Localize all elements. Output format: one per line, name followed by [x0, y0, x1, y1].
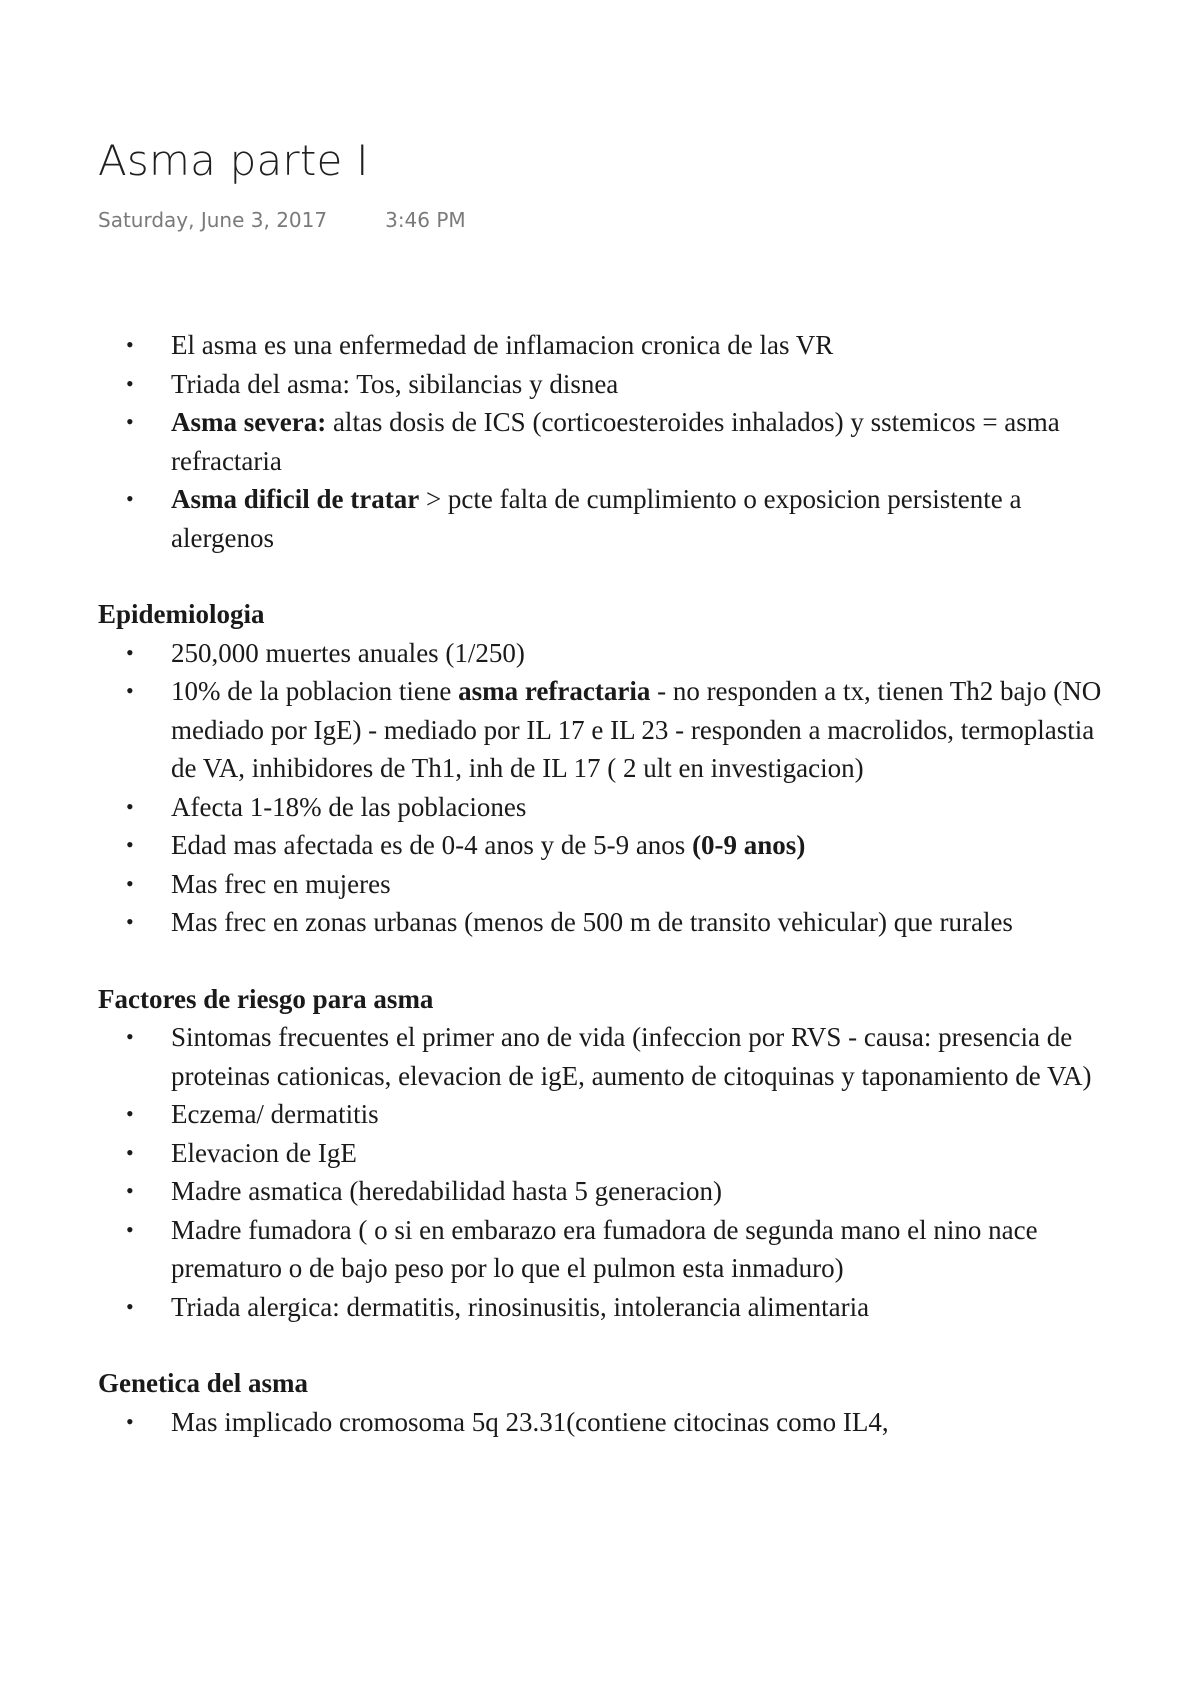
- bullet-icon: •: [126, 870, 134, 896]
- bullet-icon: •: [126, 409, 134, 434]
- list-item: • Sintomas frecuentes el primer ano de vida (infeccion por RVS - causa: presencia de proteinas cationicas, elevacion de igE, aumento de citoquinas y taponamiento de VA): [98, 1018, 1118, 1095]
- list-item: • Elevacion de IgE: [98, 1134, 1118, 1173]
- list-item: • Edad mas afectada es de 0-4 anos y de 5-9 anos (0-9 anos): [98, 826, 1118, 865]
- epidemiologia-list: [98, 634, 1118, 942]
- bullet-icon: •: [126, 1139, 134, 1165]
- bullet-icon: •: [126, 678, 134, 703]
- bullet-icon: •: [126, 332, 134, 357]
- intro-list: [98, 326, 1118, 557]
- list-item: • Asma dificil de tratar > pcte falta de cumplimiento o exposicion persistente a alergenos: [98, 480, 1118, 557]
- bullet-icon: •: [126, 1024, 134, 1049]
- list-item: • 10% de la poblacion tiene asma refractaria - no responden a tx, tienen Th2 bajo (NO mediado por IgE) - mediado por IL 17 e IL 23 - responden a macrolidos, termoplastia de VA, inhibidores de Th1, inh de IL 17 ( 2 ult en investigacion): [98, 672, 1118, 788]
- list-item: • Mas frec en zonas urbanas (menos de 500 m de transito vehicular) que rurales: [98, 903, 1118, 942]
- list-item: • Asma severa: altas dosis de ICS (corticoesteroides inhalados) y sstemicos = asma refractaria: [98, 403, 1118, 480]
- bullet-icon: •: [126, 1216, 134, 1242]
- bullet-icon: •: [126, 909, 134, 934]
- section-heading-epidemiologia: Epidemiologia: [98, 599, 265, 629]
- list-item: • El asma es una enfermedad de inflamacion cronica de las VR: [98, 326, 1118, 365]
- bullet-icon: •: [126, 1293, 134, 1319]
- list-item: • 250,000 muertes anuales (1/250): [98, 634, 1118, 673]
- bullet-icon: •: [126, 1408, 134, 1434]
- note-body: [98, 326, 1118, 1441]
- factores-list: [98, 1018, 1118, 1326]
- page-timestamp: [98, 208, 466, 232]
- bullet-icon: •: [126, 370, 134, 396]
- list-item: • Triada alergica: dermatitis, rinosinusitis, intolerancia alimentaria: [98, 1288, 1118, 1327]
- page-title: Asma parte I: [98, 136, 369, 185]
- bullet-icon: •: [126, 832, 134, 857]
- list-item: • Eczema/ dermatitis: [98, 1095, 1118, 1134]
- bullet-icon: •: [126, 1178, 134, 1203]
- section-heading-factores: Factores de riesgo para asma: [98, 983, 434, 1014]
- list-item: • Madre asmatica (heredabilidad hasta 5 generacion): [98, 1172, 1118, 1211]
- list-item: • Mas frec en mujeres: [98, 865, 1118, 904]
- bullet-icon: •: [126, 639, 134, 665]
- list-item: • Mas implicado cromosoma 5q 23.31(contiene citocinas como IL4,: [98, 1403, 1118, 1442]
- bullet-icon: •: [126, 486, 134, 511]
- bullet-icon: •: [126, 793, 134, 819]
- page-time: 3:46 PM: [385, 208, 466, 232]
- list-item: • Afecta 1-18% de las poblaciones: [98, 788, 1118, 827]
- page-date: Saturday, June 3, 2017: [98, 208, 328, 232]
- bullet-icon: •: [126, 1101, 134, 1126]
- section-heading-genetica: Genetica del asma: [98, 1368, 308, 1398]
- list-item: • Triada del asma: Tos, sibilancias y disnea: [98, 365, 1118, 404]
- genetica-list: [98, 1403, 1118, 1442]
- list-item: • Madre fumadora ( o si en embarazo era fumadora de segunda mano el nino nace prematuro o de bajo peso por lo que el pulmon esta inmaduro): [98, 1211, 1118, 1288]
